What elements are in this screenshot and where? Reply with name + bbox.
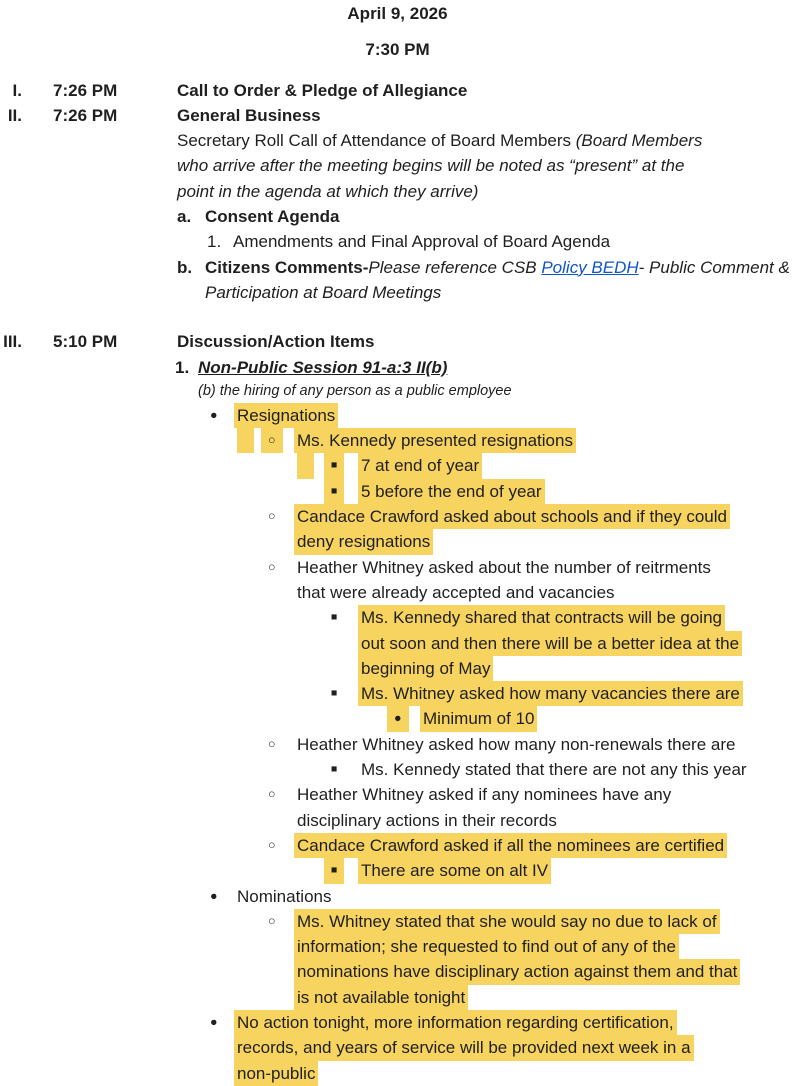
highlighted-text: No action tonight, more information regarding certification, (234, 1010, 677, 1035)
doc-line (0, 128, 795, 153)
doc-line (0, 757, 795, 782)
text-segment: Heather Whitney asked how many non-renewals there are (297, 734, 736, 754)
text-segment: Non-Public Session 91-a:3 II(b) (198, 357, 448, 377)
doc-line (0, 355, 795, 380)
bullet-square-icon: ■ (331, 611, 338, 624)
bullet-disc-icon: ● (210, 1014, 218, 1029)
doc-line (0, 529, 795, 554)
text-segment: who arrive after the meeting begins will be noted as “present” at the (177, 156, 685, 176)
bullet-square-icon: ■ (324, 858, 344, 883)
highlighted-text: records, and years of service will be provided next week in a (234, 1035, 694, 1060)
policy-bedh-link[interactable]: Policy BEDH (541, 257, 639, 277)
doc-line (0, 204, 795, 229)
list-marker: 1. (175, 357, 190, 377)
bullet-disc-icon: ● (387, 706, 409, 731)
section-time: 7:26 PM (53, 80, 118, 100)
bullet-disc-icon: ● (210, 888, 218, 903)
section-title: Discussion/Action Items (177, 332, 375, 352)
doc-line (0, 858, 795, 883)
bullet-square-icon: ■ (324, 453, 344, 478)
bullet-circle-icon: ○ (268, 837, 276, 852)
doc-line (0, 934, 795, 959)
text-segment: Citizens Comments- (205, 257, 369, 277)
doc-line (0, 884, 795, 909)
text-segment: point in the agenda at which they arrive) (177, 181, 479, 201)
text-segment: Secretary Roll Call of Attendance of Board Members (177, 131, 576, 151)
list-marker: b. (177, 257, 193, 277)
text-segment: 7:30 PM (365, 40, 430, 60)
text-segment: Consent Agenda (205, 207, 340, 227)
bullet-disc-icon: ● (210, 407, 218, 422)
bullet-circle-icon: ○ (268, 509, 276, 524)
highlighted-text: Candace Crawford asked about schools and if they could (294, 504, 730, 529)
highlighted-text: Resignations (234, 403, 338, 428)
highlighted-text: There are some on alt IV (358, 858, 551, 883)
doc-line (0, 153, 795, 178)
doc-line (0, 229, 795, 254)
doc-line (0, 605, 795, 630)
highlighted-text: Minimum of 10 (420, 706, 537, 731)
highlight-strip (237, 428, 254, 453)
bullet-circle-icon: ○ (268, 736, 276, 751)
highlighted-text: Ms. Kennedy presented resignations (294, 428, 576, 453)
section-numeral: III. (3, 332, 22, 352)
doc-line (0, 280, 795, 305)
doc-line (0, 255, 795, 280)
highlighted-text: beginning of May (358, 656, 493, 681)
doc-line (0, 428, 795, 453)
bullet-square-icon: ■ (331, 687, 338, 700)
doc-line (0, 681, 795, 706)
text-segment: Amendments and Final Approval of Board Agenda (233, 232, 611, 252)
doc-line (0, 656, 795, 681)
doc-line (0, 1010, 795, 1035)
text-segment: - Public Comment & (638, 257, 790, 277)
doc-line (0, 403, 795, 428)
highlighted-text: non-public (234, 1061, 318, 1086)
highlighted-text: Ms. Whitney asked how many vacancies there are (358, 681, 743, 706)
doc-line (0, 706, 795, 731)
doc-line (0, 380, 795, 403)
doc-line (0, 453, 795, 478)
highlighted-text: Candace Crawford asked if all the nominees are certified (294, 833, 727, 858)
doc-line (0, 479, 795, 504)
highlighted-text: 5 before the end of year (358, 479, 545, 504)
text-segment: Heather Whitney asked about the number of reitrments (297, 557, 711, 577)
highlighted-text: information; she requested to find out of any of the (294, 934, 679, 959)
highlighted-text: nominations have disciplinary action against them and that (294, 959, 740, 984)
doc-line (0, 985, 795, 1010)
doc-line (0, 808, 795, 833)
agenda-section-row (0, 103, 795, 128)
highlighted-text: out soon and then there will be a better idea at the (358, 631, 742, 656)
header-row (0, 1, 795, 26)
list-marker: 1. (207, 232, 222, 252)
highlighted-text: Ms. Kennedy shared that contracts will be going (358, 605, 725, 630)
highlighted-text: deny resignations (294, 529, 433, 554)
section-numeral: I. (12, 80, 22, 100)
bullet-circle-icon: ○ (261, 428, 283, 453)
text-segment: (b) the hiring of any person as a public employee (198, 382, 512, 399)
doc-line (0, 631, 795, 656)
highlighted-text: is not available tonight (294, 985, 468, 1010)
bullet-circle-icon: ○ (268, 787, 276, 802)
section-time: 7:26 PM (53, 105, 118, 125)
doc-line (0, 732, 795, 757)
text-segment: Nominations (237, 886, 332, 906)
bullet-circle-icon: ○ (268, 913, 276, 928)
doc-line (0, 909, 795, 934)
doc-line (0, 1061, 795, 1086)
bullet-square-icon: ■ (324, 479, 344, 504)
bullet-square-icon: ■ (331, 763, 338, 776)
doc-line (0, 555, 795, 580)
agenda-section-row (0, 329, 795, 354)
header-row (0, 37, 795, 62)
text-segment: April 9, 2026 (347, 4, 448, 23)
text-segment: Ms. Kennedy stated that there are not any this year (361, 760, 747, 780)
bullet-circle-icon: ○ (268, 559, 276, 574)
agenda-section-row (0, 78, 795, 103)
section-numeral: II. (7, 105, 22, 125)
section-title: Call to Order & Pledge of Allegiance (177, 80, 468, 100)
list-marker: a. (177, 207, 192, 227)
doc-line (0, 959, 795, 984)
section-title: General Business (177, 105, 321, 125)
highlight-strip (297, 453, 314, 478)
doc-line (0, 179, 795, 204)
highlighted-text: 7 at end of year (358, 453, 482, 478)
text-segment: that were already accepted and vacancies (297, 582, 615, 602)
doc-line (0, 782, 795, 807)
text-segment: disciplinary actions in their records (297, 810, 557, 830)
doc-line (0, 833, 795, 858)
doc-line (0, 1035, 795, 1060)
doc-line (0, 580, 795, 605)
section-time: 5:10 PM (53, 332, 118, 352)
doc-line (0, 504, 795, 529)
text-segment: Heather Whitney asked if any nominees have any (297, 785, 672, 805)
text-segment: Participation at Board Meetings (205, 282, 442, 302)
highlighted-text: Ms. Whitney stated that she would say no due to lack of (294, 909, 720, 934)
text-segment: Please reference CSB (368, 257, 542, 277)
text-segment: (Board Members (575, 131, 703, 151)
